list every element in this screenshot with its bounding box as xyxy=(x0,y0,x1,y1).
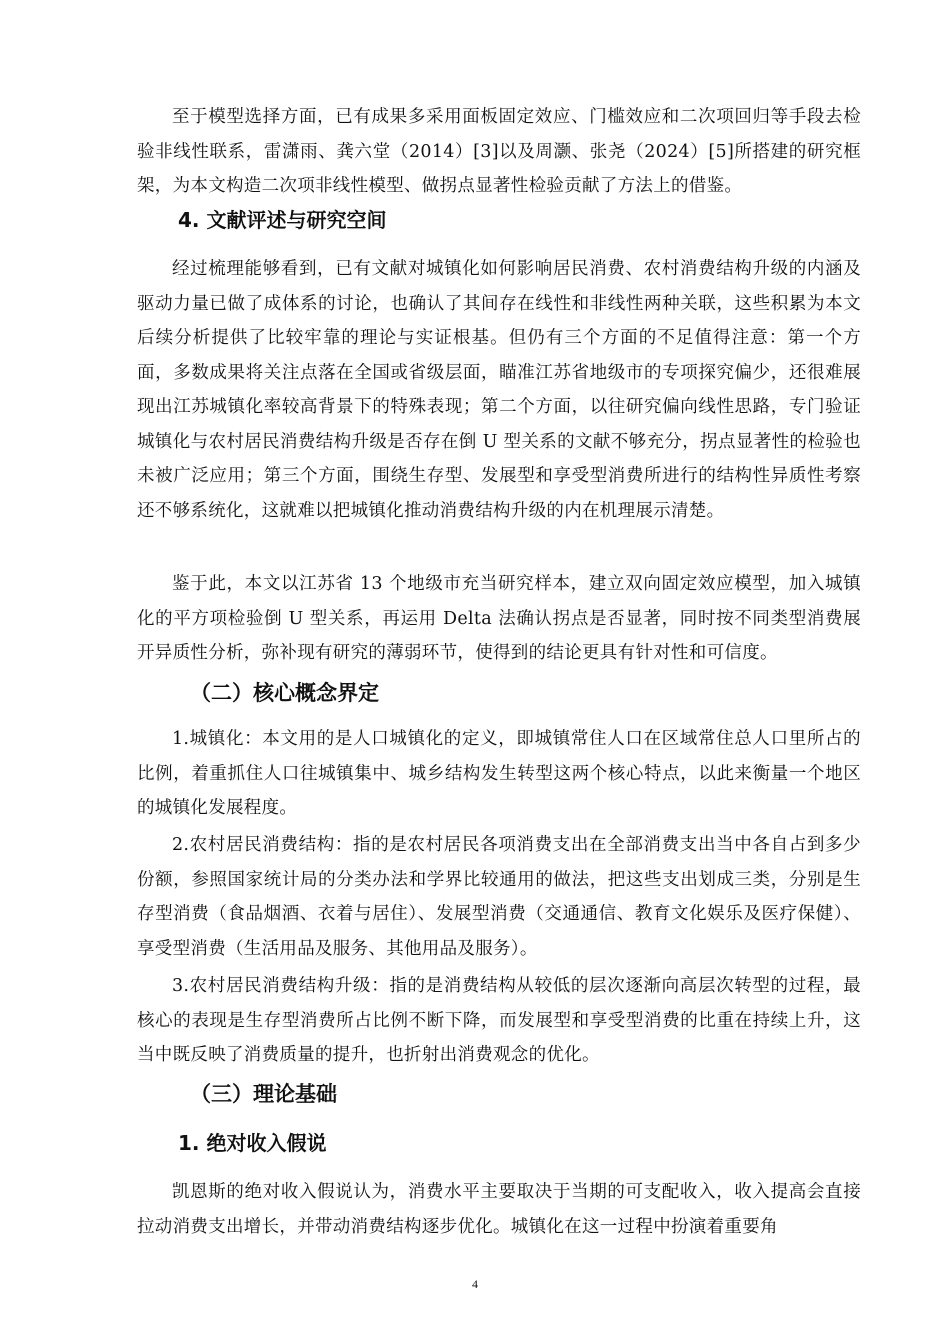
page-number: 4 xyxy=(472,1277,478,1291)
paragraph-consumption-structure-def: 2.农村居民消费结构：指的是农村居民各项消费支出在全部消费支出当中各自占到多少份额，参照国家统计局的分类办法和学界比较通用的做法，把这些支出划成三类，分别是生存型消费（食品烟酒、衣着与居住）、发展型消费（交通通信、教育文化娱乐及医疗保健）、享受型消费（生活用品及服务、其他用品及服务）。 xyxy=(137,835,861,959)
heading-absolute-income: 1. 绝对收入假说 xyxy=(178,1131,327,1155)
paragraph-upgrade-def: 3.农村居民消费结构升级：指的是消费结构从较低的层次逐渐向高层次转型的过程，最核心的表现是生存型消费所占比例不断下降，而发展型和享受型消费的比重在持续上升，这当中既反映了消费质量的提升，也折射出消费观念的优化。 xyxy=(137,976,861,1065)
paragraph-model-selection: 至于模型选择方面，已有成果多采用面板固定效应、门槛效应和二次项回归等手段去检验非线性联系，雷潇雨、龚六堂（2014）[3]以及周灏、张尧（2024）[5]所搭建的研究框架，为本文构造二次项非线性模型、做拐点显著性检验贡献了方法上的借鉴。 xyxy=(137,107,861,196)
heading-core-concepts: （二）核心概念界定 xyxy=(190,681,379,705)
paragraph-keynes: 凯恩斯的绝对收入假说认为，消费水平主要取决于当期的可支配收入，收入提高会直接拉动消费支出增长，并带动消费结构逐步优化。城镇化在这一过程中扮演着重要角 xyxy=(137,1182,861,1237)
paragraph-research-design: 鉴于此，本文以江苏省 13 个地级市充当研究样本，建立双向固定效应模型，加入城镇化的平方项检验倒 U 型关系，再运用 Delta 法确认拐点是否显著，同时按不同类型消费展开异质性分析，弥补现有研究的薄弱环节，使得到的结论更具有针对性和可信度。 xyxy=(137,574,861,663)
heading-theory: （三）理论基础 xyxy=(190,1082,337,1106)
paragraph-urbanization-def: 1.城镇化：本文用的是人口城镇化的定义，即城镇常住人口在区域常住总人口里所占的比例，着重抓住人口往城镇集中、城乡结构发生转型这两个核心特点，以此来衡量一个地区的城镇化发展程度。 xyxy=(137,729,861,818)
heading-literature-review: 4. 文献评述与研究空间 xyxy=(178,208,387,232)
paragraph-review: 经过梳理能够看到，已有文献对城镇化如何影响居民消费、农村消费结构升级的内涵及驱动力量已做了成体系的讨论，也确认了其间存在线性和非线性两种关联，这些积累为本文后续分析提供了比较牢靠的理论与实证根基。但仍有三个方面的不足值得注意：第一个方面，多数成果将关注点落在全国或省级层面，瞄准江苏省地级市的专项探究偏少，还很难展现出江苏城镇化率较高背景下的特殊表现；第二个方面，以往研究偏向线性思路，专门验证城镇化与农村居民消费结构升级是否存在倒 U 型关系的文献不够充分，拐点显著性的检验也未被广泛应用；第三个方面，围绕生存型、发展型和享受型消费所进行的结构性异质性考察还不够系统化，这就难以把城镇化推动消费结构升级的内在机理展示清楚。 xyxy=(137,259,861,521)
